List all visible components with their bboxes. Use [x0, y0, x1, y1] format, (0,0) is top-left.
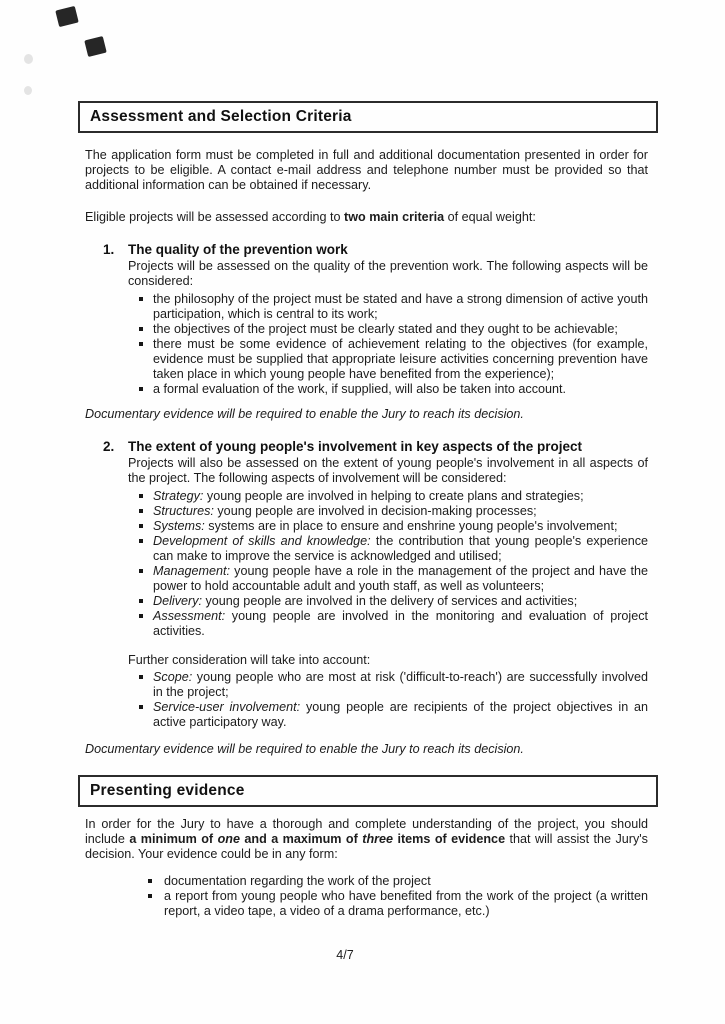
assessment-intro-paragraph: The application form must be completed in full and additional documentation presented in order for projects to be eligible. A contact e-mail address and telephone number must be provided so that additional information can be obtained if necessary. — [85, 148, 648, 192]
bullet-item — [139, 594, 648, 609]
bullet-item — [139, 292, 648, 322]
bullet-term: Management: — [153, 564, 231, 578]
bullet-square-icon — [139, 569, 143, 573]
bullet-square-icon — [139, 675, 143, 679]
bullet-term: Service-user involvement: — [153, 700, 301, 714]
presenting-title-box — [78, 775, 658, 807]
bullet-item — [139, 670, 648, 700]
scan-artifact-mark — [84, 36, 107, 57]
criteria-lead-paragraph — [85, 210, 648, 225]
bullet-text: young people are recipients of the project objectives in an active participatory way. — [153, 700, 648, 729]
bullet-text: the objectives of the project must be clearly stated and they ought to be achievable; — [153, 322, 618, 336]
bullet-square-icon — [139, 539, 143, 543]
bullet-term: Systems: — [153, 519, 205, 533]
bullet-term: Scope: — [153, 670, 193, 684]
assessment-title-box — [78, 101, 658, 133]
criterion1-number: 1. — [103, 242, 115, 257]
further-bullet-list — [139, 670, 648, 730]
document-content — [78, 101, 662, 919]
text-run-bold: a minimum of — [129, 832, 218, 846]
bullet-square-icon — [148, 879, 152, 883]
criterion2-bullet-list — [139, 489, 648, 639]
criterion1-heading-text: The quality of the prevention work — [128, 242, 348, 257]
bullet-item — [139, 489, 648, 504]
bullet-text: a report from young people who have benefited from the work of the project (a written report, a video tape, a video of a drama performance, etc.) — [164, 889, 648, 918]
bullet-text: young people are involved in decision-making processes; — [213, 504, 537, 518]
bullet-square-icon — [139, 494, 143, 498]
bullet-square-icon — [139, 342, 143, 346]
bullet-text: young people have a role in the management of the project and have the power to hold accountable adult and youth staff, as well as volunteers; — [153, 564, 648, 593]
bullet-square-icon — [139, 509, 143, 513]
scan-artifact-mark — [55, 6, 79, 27]
bullet-text: the contribution that young people's experience can make to improve the service is acknowledged and utilised; — [153, 534, 648, 563]
scan-smudge — [24, 54, 33, 64]
text-run: In order for the Jury to have a thorough and complete understanding of the project, you should include — [85, 817, 648, 846]
bullet-item — [139, 504, 648, 519]
bullet-text: young people are involved in helping to create plans and strategies; — [203, 489, 584, 503]
scan-smudge — [24, 86, 32, 95]
bullet-term: Assessment: — [153, 609, 226, 623]
criterion2-heading-text: The extent of young people's involvement in key aspects of the project — [128, 439, 583, 454]
bullet-text: young people are involved in the monitoring and evaluation of project activities. — [153, 609, 648, 638]
bullet-item — [139, 382, 648, 397]
bullet-item — [139, 534, 648, 564]
bullet-text: a formal evaluation of the work, if supplied, will also be taken into account. — [153, 382, 567, 396]
criterion2-body: Projects will also be assessed on the extent of young people's involvement in all aspects of the project. The following aspects of involvement will be considered: — [128, 456, 648, 485]
bullet-item — [139, 337, 648, 382]
text-run-bold-italic: three — [362, 832, 394, 846]
bullet-item — [139, 564, 648, 594]
bullet-item — [148, 874, 648, 889]
presenting-intro-paragraph — [85, 817, 648, 862]
bullet-square-icon — [139, 327, 143, 331]
bullet-item — [139, 700, 648, 730]
text-run-bold: items of evidence — [393, 832, 506, 846]
bullet-text: systems are in place to ensure and enshrine young people's involvement; — [204, 519, 618, 533]
bullet-square-icon — [148, 894, 152, 898]
bullet-square-icon — [139, 297, 143, 301]
criterion2-heading — [103, 438, 648, 456]
bullet-item — [139, 322, 648, 337]
jury-note: Documentary evidence will be required to enable the Jury to reach its decision. — [85, 742, 524, 756]
bullet-square-icon — [139, 599, 143, 603]
text-run-bold: two main criteria — [344, 210, 445, 224]
bullet-item — [139, 519, 648, 534]
bullet-text: there must be some evidence of achievement relating to the objectives (for example, evidence must be supplied that appropriate leisure activities concerning prevention have taken place in which young people have benefited from the experience); — [153, 337, 648, 381]
criterion1-bullet-list — [139, 292, 648, 397]
evidence-bullet-list — [148, 874, 648, 919]
jury-note: Documentary evidence will be required to enable the Jury to reach its decision. — [85, 407, 524, 421]
criterion1-heading — [103, 241, 648, 259]
bullet-text: the philosophy of the project must be stated and have a strong dimension of active youth participation, which is central to its work; — [153, 292, 648, 321]
bullet-term: Structures: — [153, 504, 214, 518]
criterion1-body: Projects will be assessed on the quality of the prevention work. The following aspects will be considered: — [128, 259, 648, 288]
bullet-text: documentation regarding the work of the project — [164, 874, 431, 888]
bullet-term: Delivery: — [153, 594, 202, 608]
bullet-text: young people are involved in the delivery of services and activities; — [202, 594, 578, 608]
bullet-square-icon — [139, 387, 143, 391]
page-number: 4/7 — [336, 948, 354, 962]
bullet-item — [148, 889, 648, 919]
further-consideration-lead: Further consideration will take into account: — [128, 653, 371, 667]
text-run: Eligible projects will be assessed according to — [85, 210, 345, 224]
assessment-section-title: Assessment and Selection Criteria — [90, 108, 352, 125]
bullet-term: Strategy: — [153, 489, 204, 503]
text-run-bold: and a maximum of — [239, 832, 363, 846]
bullet-term: Development of skills and knowledge: — [153, 534, 371, 548]
bullet-text: young people who are most at risk ('difficult-to-reach') are successfully involved in the project; — [153, 670, 648, 699]
bullet-square-icon — [139, 524, 143, 528]
text-run: that will assist the Jury's decision. Your evidence could be in any form: — [85, 832, 648, 861]
bullet-item — [139, 609, 648, 639]
presenting-section-title: Presenting evidence — [90, 782, 245, 799]
text-run-bold-italic: one — [217, 832, 240, 846]
bullet-square-icon — [139, 614, 143, 618]
bullet-square-icon — [139, 705, 143, 709]
text-run: of equal weight: — [444, 210, 536, 224]
criterion2-number: 2. — [103, 439, 115, 454]
